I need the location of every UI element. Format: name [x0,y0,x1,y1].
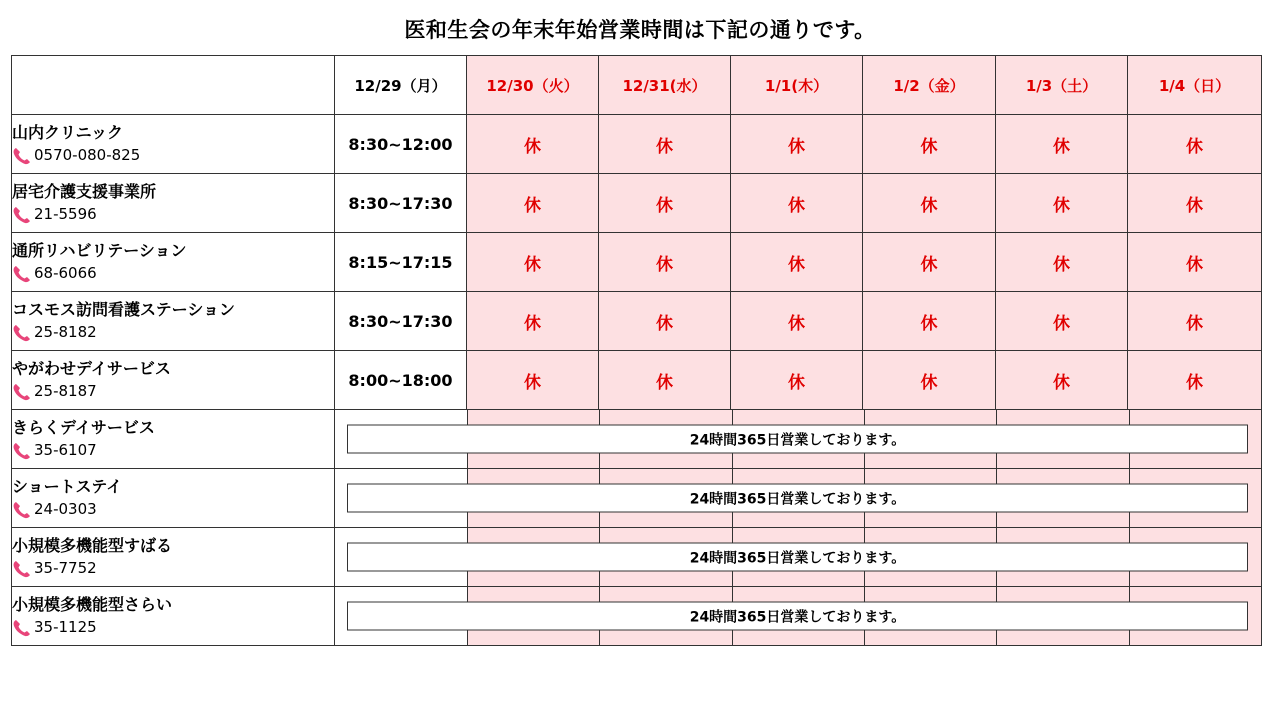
table-row [12,174,1262,233]
closed-cell: 休 [863,233,996,292]
closed-cell: 休 [863,292,996,351]
phone-number: 25-8187 [34,382,97,400]
closed-cell: 休 [863,351,996,410]
closed-cell: 休 [996,292,1128,351]
closed-cell: 休 [599,292,731,351]
header-date-1229: 12/29（月） [335,56,467,115]
hours-cell: 8:30~12:00 [335,115,467,174]
facility-cell [12,292,335,351]
header-corner [12,56,335,115]
facility-cell [12,351,335,410]
closed-cell: 休 [467,292,599,351]
phone-number: 21-5596 [34,205,97,223]
header-date-0103: 1/3（土） [996,56,1128,115]
table-row [12,469,1262,528]
hours-cell: 8:30~17:30 [335,174,467,233]
facility-name: コスモス訪問看護ステーション [12,300,236,319]
closed-cell: 休 [863,174,996,233]
facility-name: 通所リハビリテーション [12,241,187,260]
open-24h-cell [335,587,1262,646]
open-24h-note: 24時間365日営業しております。 [347,543,1248,572]
phone-icon [12,501,32,519]
phone-icon [12,324,32,342]
table-row [12,528,1262,587]
facility-cell [12,528,335,587]
closed-cell: 休 [996,351,1128,410]
closed-cell: 休 [1128,115,1262,174]
phone-icon [12,442,32,460]
table-row [12,587,1262,646]
header-date-1231: 12/31(水） [599,56,731,115]
facility-cell [12,469,335,528]
facility-cell [12,233,335,292]
closed-cell: 休 [599,115,731,174]
open-24h-note: 24時間365日営業しております。 [347,425,1248,454]
open-24h-cell [335,528,1262,587]
hours-cell: 8:00~18:00 [335,351,467,410]
header-date-0104: 1/4（日） [1128,56,1262,115]
facility-cell [12,587,335,646]
facility-phone [12,557,334,580]
facility-name: 小規模多機能型さらい [12,595,173,614]
closed-cell: 休 [996,174,1128,233]
table-row [12,115,1262,174]
header-date-1230: 12/30（火） [467,56,599,115]
closed-cell: 休 [731,115,863,174]
closed-cell: 休 [467,115,599,174]
open-24h-note: 24時間365日営業しております。 [347,602,1248,631]
closed-cell: 休 [731,233,863,292]
phone-number: 35-1125 [34,618,97,636]
phone-number: 25-8182 [34,323,97,341]
facility-name: ショートステイ [12,477,123,496]
phone-icon [12,206,32,224]
facility-name: 小規模多機能型すばる [12,536,173,555]
closed-cell: 休 [599,351,731,410]
closed-cell: 休 [863,115,996,174]
header-date-0101: 1/1(木） [731,56,863,115]
facility-phone [12,321,334,344]
facility-phone [12,498,334,521]
closed-cell: 休 [467,174,599,233]
phone-icon [12,383,32,401]
closed-cell: 休 [1128,292,1262,351]
phone-icon [12,560,32,578]
closed-cell: 休 [996,115,1128,174]
header-date-0102: 1/2（金） [863,56,996,115]
header-row [12,56,1262,115]
phone-icon [12,265,32,283]
facility-cell [12,410,335,469]
facility-phone [12,144,334,167]
table-row [12,410,1262,469]
facility-phone [12,616,334,639]
table-row [12,292,1262,351]
closed-cell: 休 [1128,174,1262,233]
phone-number: 35-6107 [34,441,97,459]
facility-phone [12,439,334,462]
facility-name: やがわせデイサービス [12,359,171,378]
phone-icon [12,147,32,165]
schedule-table [11,55,1262,646]
table-row [12,351,1262,410]
closed-cell: 休 [1128,233,1262,292]
open-24h-cell [335,469,1262,528]
facility-name: 居宅介護支援事業所 [12,182,157,201]
hours-cell: 8:30~17:30 [335,292,467,351]
phone-icon [12,619,32,637]
phone-number: 24-0303 [34,500,97,518]
open-24h-cell [335,410,1262,469]
facility-phone [12,380,334,403]
facility-name: 山内クリニック [12,123,124,142]
phone-number: 68-6066 [34,264,97,282]
page-title: 医和生会の年末年始営業時間は下記の通りです。 [404,18,876,42]
closed-cell: 休 [1128,351,1262,410]
facility-name: きらくデイサービス [12,418,155,437]
closed-cell: 休 [467,233,599,292]
closed-cell: 休 [996,233,1128,292]
closed-cell: 休 [599,174,731,233]
closed-cell: 休 [731,174,863,233]
phone-number: 0570-080-825 [34,146,141,164]
closed-cell: 休 [731,351,863,410]
closed-cell: 休 [599,233,731,292]
table-row [12,233,1262,292]
facility-phone [12,203,334,226]
facility-phone [12,262,334,285]
facility-cell [12,174,335,233]
closed-cell: 休 [467,351,599,410]
phone-number: 35-7752 [34,559,97,577]
closed-cell: 休 [731,292,863,351]
hours-cell: 8:15~17:15 [335,233,467,292]
facility-cell [12,115,335,174]
open-24h-note: 24時間365日営業しております。 [347,484,1248,513]
